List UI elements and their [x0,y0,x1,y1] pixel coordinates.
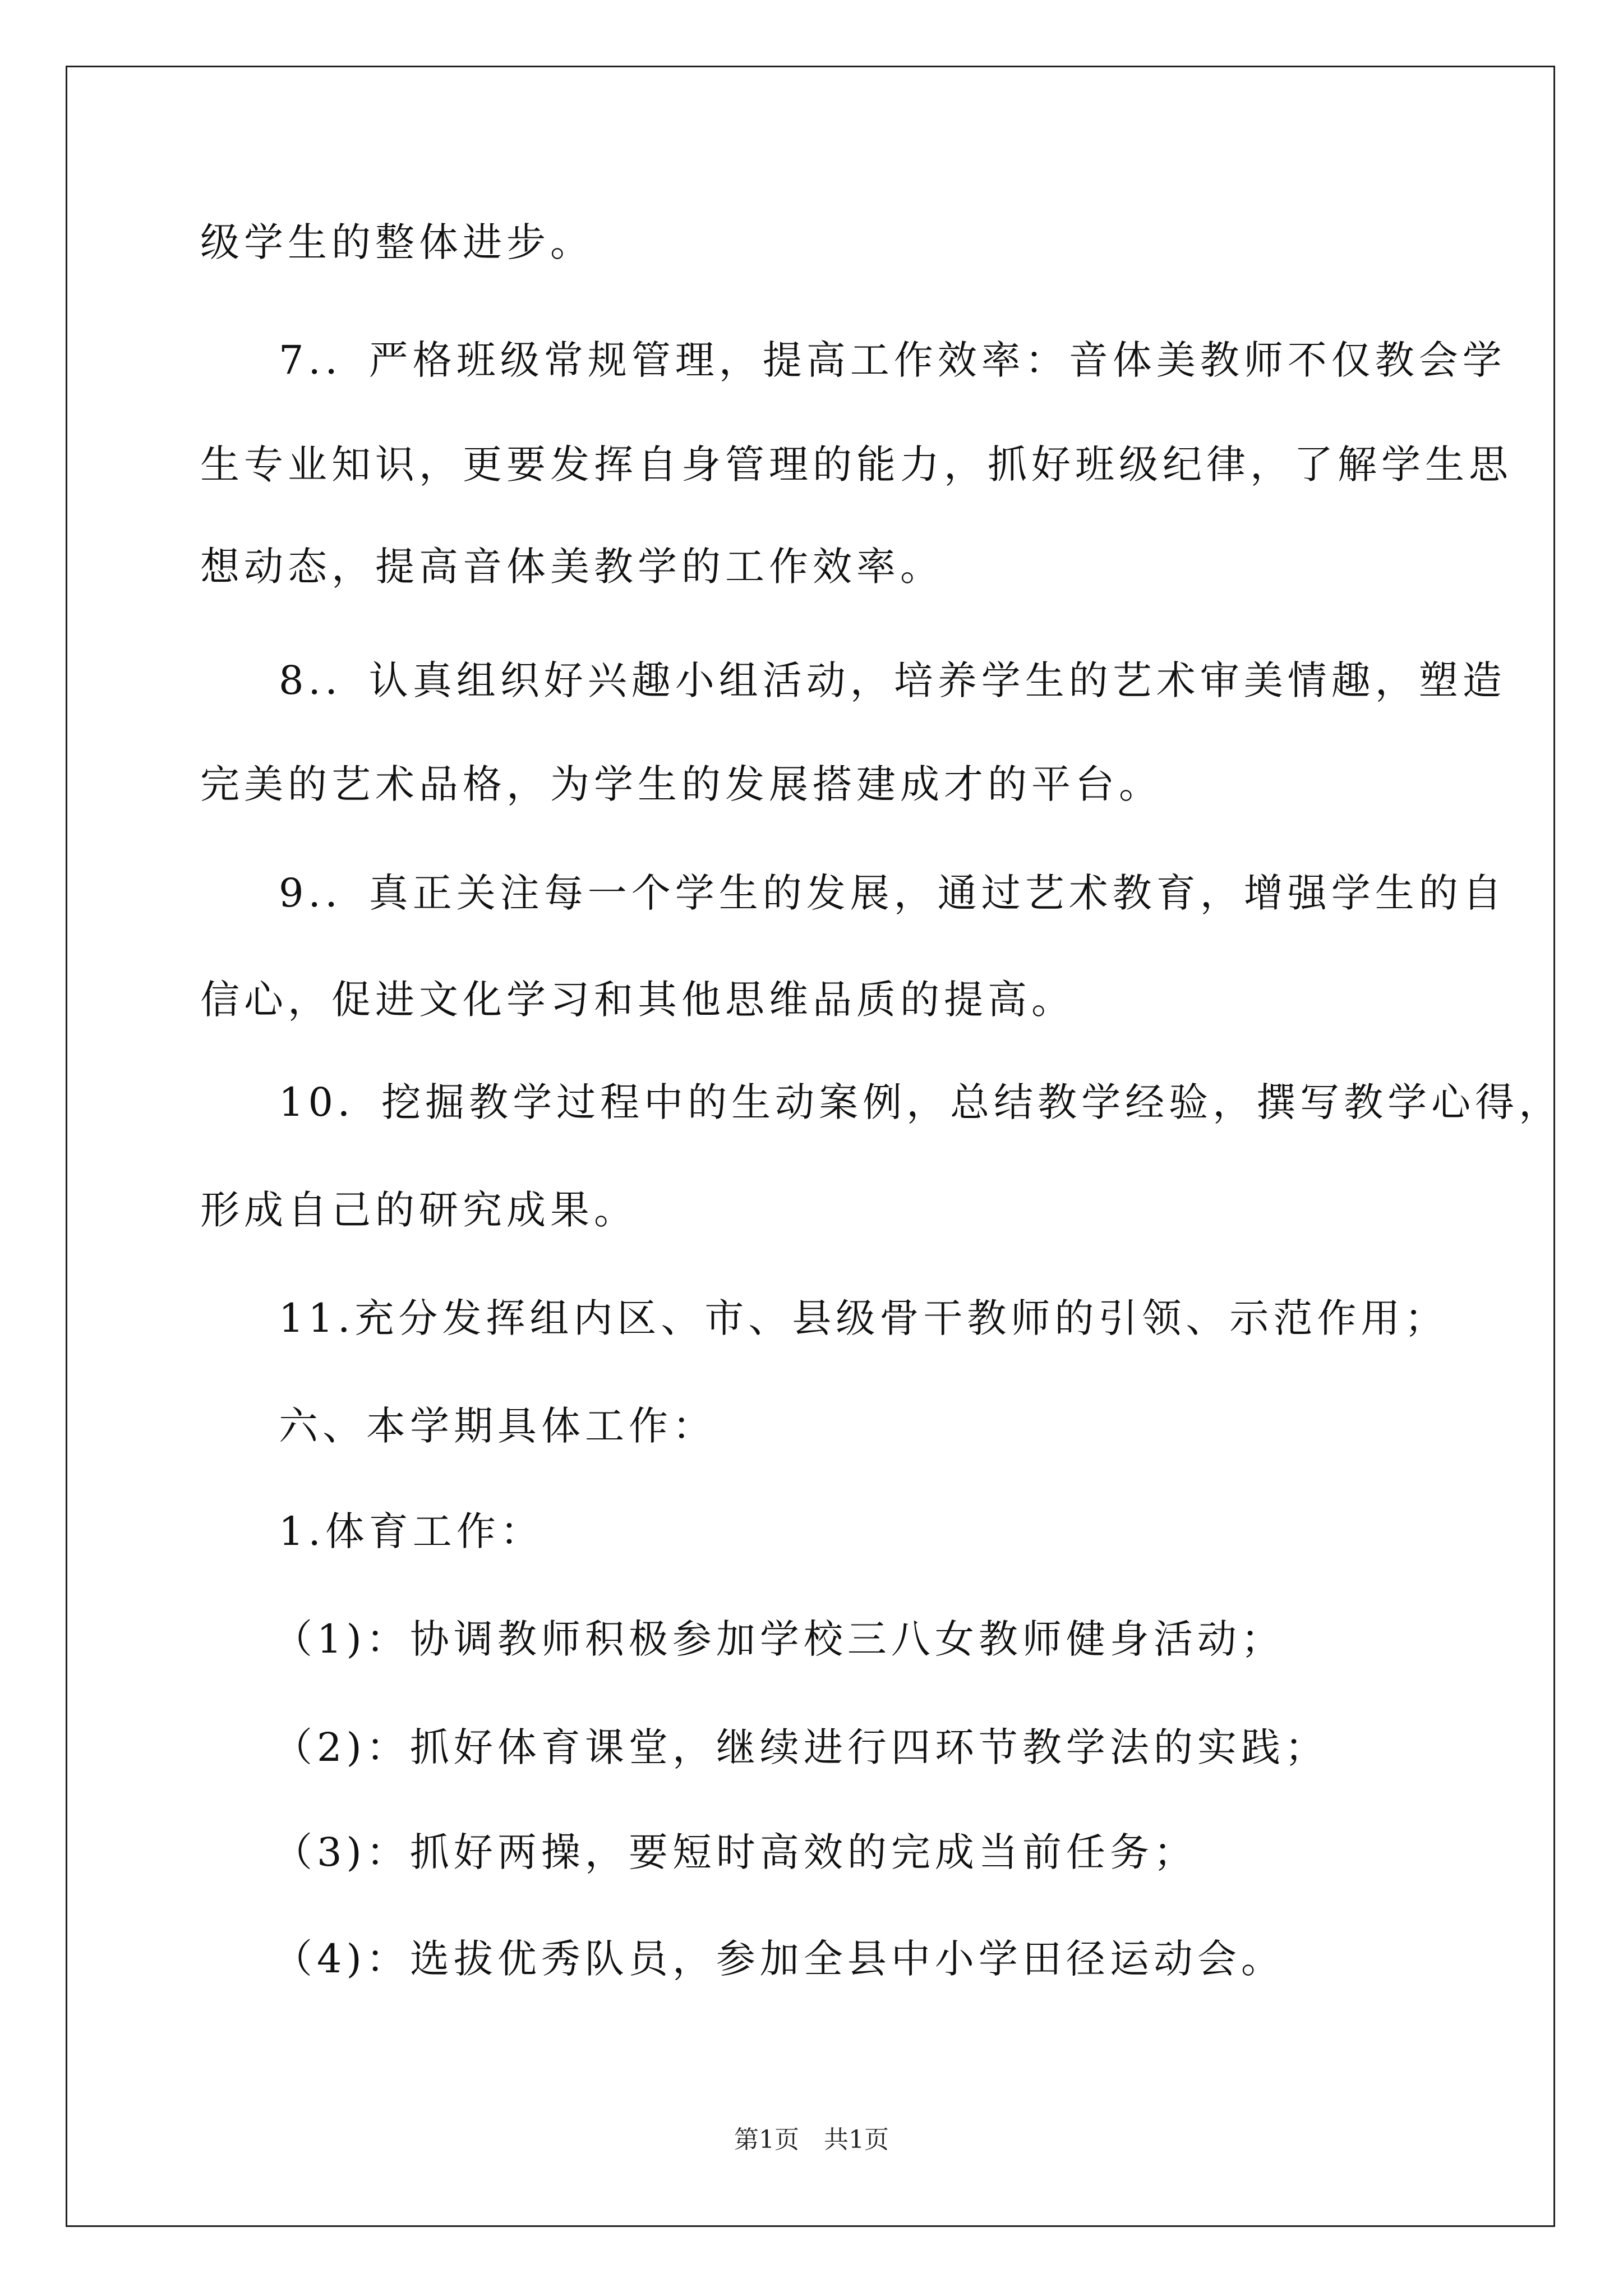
body-line: 8.．认真组织好兴趣小组活动，培养学生的艺术审美情趣，塑造 [279,657,1506,703]
body-line: 生专业知识，更要发挥自身管理的能力，抓好班级纪律，了解学生思 [200,441,1513,487]
body-line: 11.充分发挥组内区、市、县级骨干教师的引领、示范作用； [279,1295,1449,1341]
subsection-heading: 1.体育工作： [279,1508,544,1554]
page-footer: 第1页 共1页 [734,2125,889,2154]
body-line: 完美的艺术品格，为学生的发展搭建成才的平台。 [200,761,1163,807]
body-line: 形成自己的研究成果。 [200,1187,638,1233]
page-border [66,66,1555,2227]
list-item: （4)：选拔优秀队员，参加全县中小学田径运动会。 [273,1936,1285,1982]
list-item: （2)：抓好体育课堂，继续进行四环节教学法的实践； [273,1724,1329,1770]
body-line: 信心，促进文化学习和其他思维品质的提高。 [200,977,1075,1023]
body-line: 10．挖掘教学过程中的生动案例，总结教学经验，撰写教学心得， [279,1079,1563,1125]
body-line: 7.．严格班级常规管理，提高工作效率：音体美教师不仅教会学 [279,337,1506,383]
section-heading: 六、本学期具体工作： [279,1403,716,1449]
list-item: （1)：协调教师积极参加学校三八女教师健身活动； [273,1616,1285,1662]
list-item: （3)：抓好两操，要短时高效的完成当前任务； [273,1829,1197,1875]
body-line: 想动态，提高音体美教学的工作效率。 [200,544,944,590]
body-line: 级学生的整体进步。 [200,219,594,265]
body-line: 9.．真正关注每一个学生的发展，通过艺术教育，增强学生的自 [279,870,1506,916]
